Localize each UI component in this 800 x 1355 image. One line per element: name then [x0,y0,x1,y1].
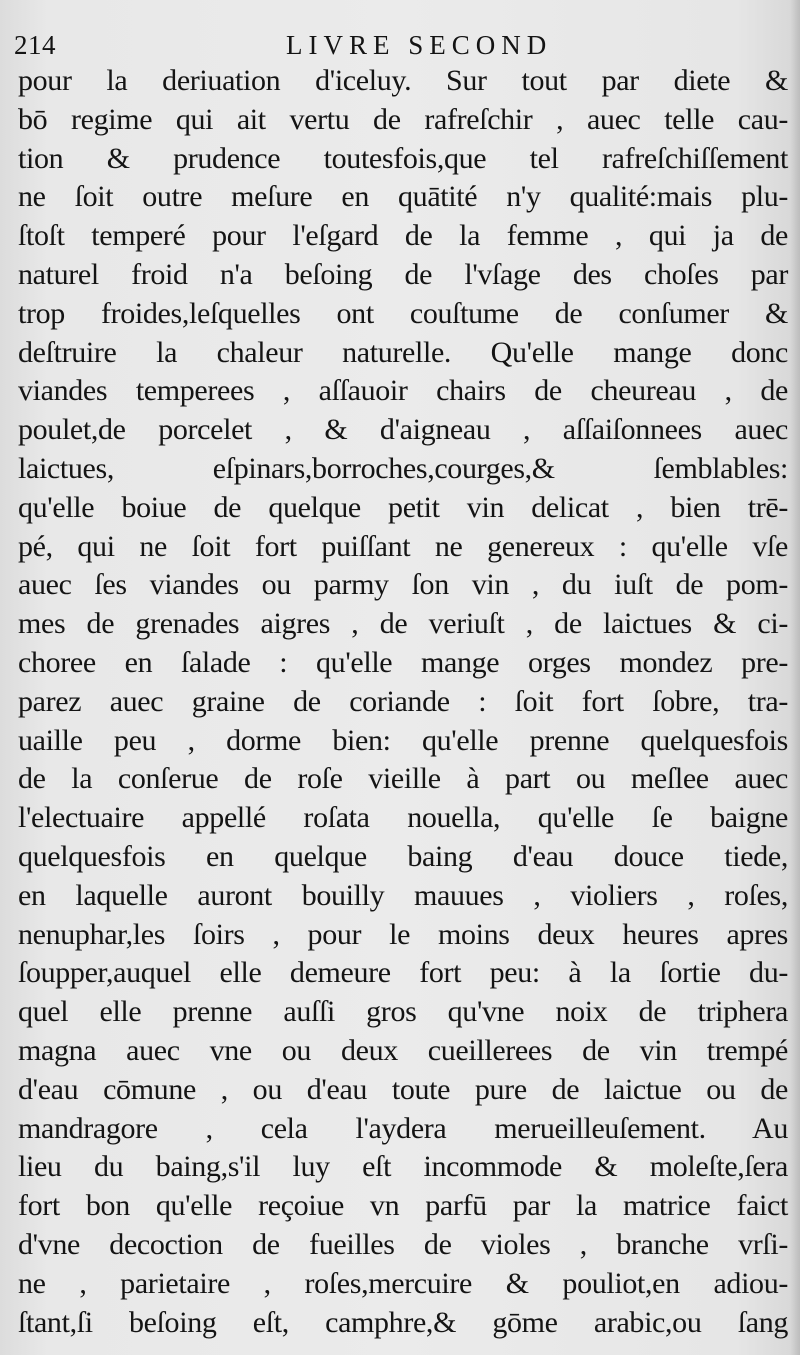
text-line: ne , parietaire , roſes,mercuire & pouliot,en adiou- [18,1266,788,1300]
text-line: deſtruire la chaleur naturelle. Qu'elle mange donc [18,335,788,369]
text-line: mes de grenades aigres , de veriuſt , de laictues & ci- [18,607,788,641]
text-line: poulet,de porcelet , & d'aigneau , aſſaiſonnees auec [18,413,788,447]
text-line: quelquesfois en quelque baing d'eau douce tiede, [18,839,788,873]
text-line: ſtant,ſi beſoing eſt, camphre,& gōme arabic,ou ſang [18,1305,788,1339]
page-number: 214 [14,30,56,60]
text-line: qu'elle boiue de quelque petit vin delicat , bien trē- [18,490,788,524]
text-line: d'eau cōmune , ou d'eau toute pure de laictue ou de [18,1072,788,1106]
text-line: bō regime qui ait vertu de rafreſchir , auec telle cau- [18,102,788,136]
body-text [18,62,788,1342]
text-line: uaille peu , dorme bien: qu'elle prenne quelquesfois [18,723,788,757]
text-line: ſoupper,auquel elle demeure fort peu: à la ſortie du- [18,956,788,990]
text-line: ſtoſt temperé pour l'eſgard de la femme , qui ja de [18,219,788,253]
text-line: laictues, eſpinars,borroches,courges,& ſemblables: [18,451,788,485]
text-line: de la conſerue de roſe vieille à part ou meſlee auec [18,762,788,796]
text-line: lieu du baing,s'il luy eſt incommode & moleſte,ſera [18,1150,788,1184]
text-line: pour la deriuation d'iceluy. Sur tout par diete & [18,64,788,97]
text-line: ne ſoit outre meſure en quātité n'y qualité:mais plu- [18,180,788,214]
running-head [14,24,774,66]
text-line: pé, qui ne ſoit fort puiſſant ne genereux : qu'elle vſe [18,529,788,563]
text-line: viandes temperees , aſſauoir chairs de cheureau , de [18,374,788,408]
page-edge-shadow [790,0,800,1355]
text-line: fort bon qu'elle reçoiue vn parfū par la matrice faict [18,1189,788,1223]
text-line: choree en ſalade : qu'elle mange orges mondez pre- [18,645,788,679]
text-line: naturel froid n'a beſoing de l'vſage des choſes par [18,257,788,291]
text-line: parez auec graine de coriande : ſoit fort ſobre, tra- [18,684,788,718]
text-line: auec ſes viandes ou parmy ſon vin , du iuſt de pom- [18,568,788,602]
text-line: l'electuaire appellé roſata nouella, qu'elle ſe baigne [18,801,788,835]
text-line: magna auec vne ou deux cueillerees de vin trempé [18,1033,788,1067]
text-line: mandragore , cela l'aydera merueilleuſement. Au [18,1111,788,1145]
text-line: en laquelle auront bouilly mauues , violiers , roſes, [18,878,788,912]
text-line: nenuphar,les ſoirs , pour le moins deux heures apres [18,917,788,951]
text-line: trop froides,leſquelles ont couſtume de conſumer & [18,296,788,330]
text-line: d'vne decoction de fueilles de violes , branche vrſi- [18,1227,788,1261]
text-line: quel elle prenne auſſi gros qu'vne noix de triphera [18,995,788,1029]
running-title: LIVRE SECOND [286,30,553,60]
text-line: tion & prudence toutesfois,que tel rafreſchiſſement [18,141,788,175]
